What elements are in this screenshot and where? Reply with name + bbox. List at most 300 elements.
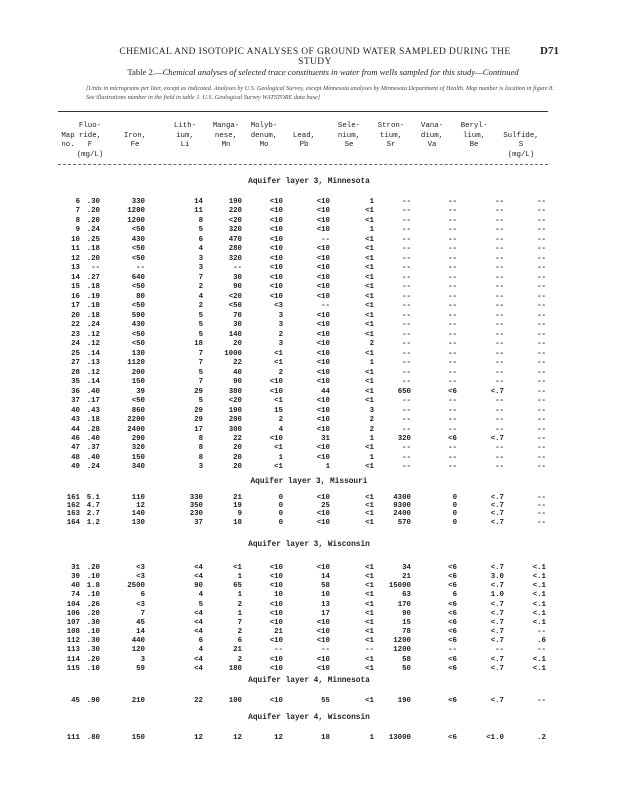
table-label: Table 2. xyxy=(127,67,155,77)
table-cell: <10 xyxy=(316,378,330,387)
table-cell: 70 xyxy=(233,311,242,320)
table-cell: .18 xyxy=(86,311,100,320)
table-cell: <4 xyxy=(194,664,203,673)
table-cell: <10 xyxy=(269,198,283,206)
table-cell: 90 xyxy=(233,378,242,387)
table-cell: 45 xyxy=(136,618,145,627)
table-cell: .37 xyxy=(86,444,100,453)
table-cell: 280 xyxy=(228,245,242,254)
table-cell: 330 xyxy=(131,198,145,206)
table-cell: -- xyxy=(537,311,546,320)
table-cell: <1 xyxy=(365,283,374,292)
table-cell: 320 xyxy=(131,444,145,453)
table-cell: -- xyxy=(448,226,457,235)
table-cell: 111 xyxy=(66,734,80,742)
table-cell: 107 xyxy=(66,618,80,627)
table-cell: <1 xyxy=(365,254,374,263)
table-cell: 14 xyxy=(71,273,80,282)
table-cell: 29 xyxy=(194,387,203,396)
table-cell: .80 xyxy=(86,734,100,742)
table-cell: 3 xyxy=(278,311,283,320)
table-cell: 15 xyxy=(71,283,80,292)
table-cell: -- xyxy=(495,646,504,655)
table-cell: -- xyxy=(537,321,546,330)
table-cell: <1 xyxy=(274,444,283,453)
table-cell: -- xyxy=(448,321,457,330)
table-cell: 0 xyxy=(278,510,283,519)
table-cell: 4.7 xyxy=(86,502,100,511)
table-cell: -- xyxy=(448,368,457,377)
table-cell: 20 xyxy=(233,340,242,349)
column-header xyxy=(329,122,369,160)
table-cell: 115 xyxy=(66,664,80,673)
table-cell: 650 xyxy=(397,387,411,396)
table-cell: 22 xyxy=(71,321,80,330)
table-cell: -- xyxy=(448,216,457,225)
column-header-line xyxy=(371,151,411,161)
table-cell: 2400 xyxy=(127,425,145,434)
table-cell: 20 xyxy=(233,444,242,453)
table-cell: <.7 xyxy=(490,494,504,502)
table-cell: 3.0 xyxy=(490,573,504,582)
table-cell: -- xyxy=(537,463,546,472)
table-cell: -- xyxy=(537,226,546,235)
table-cell: <6 xyxy=(448,637,457,646)
table-cell: 21 xyxy=(274,628,283,637)
table-cell: 5.1 xyxy=(86,494,100,502)
table-cell: -- xyxy=(495,330,504,339)
table-cell: 2 xyxy=(278,330,283,339)
table-cell: <.7 xyxy=(490,637,504,646)
table-cell: 860 xyxy=(131,406,145,415)
table-cell: 13 xyxy=(321,600,330,609)
table-cell: 7 xyxy=(140,609,145,618)
column-header-line: dium, xyxy=(420,131,444,140)
column-header xyxy=(115,122,155,160)
table-cell: 0 xyxy=(278,494,283,502)
table-cell: -- xyxy=(495,453,504,462)
table-cell: <1 xyxy=(365,518,374,527)
table-cell: 31 xyxy=(71,564,80,572)
table-cell: -- xyxy=(448,235,457,244)
table-cell: -- xyxy=(136,264,145,273)
table-cell: 59 xyxy=(136,664,145,673)
table-cell: <.1 xyxy=(532,591,546,600)
table-cell: -- xyxy=(448,378,457,387)
table-cell: 12 xyxy=(71,254,80,263)
table-cell: .12 xyxy=(86,330,100,339)
table-cell: 14 xyxy=(321,573,330,582)
table-cell: 0 xyxy=(452,510,457,519)
table-cell: 37 xyxy=(194,518,203,527)
table-cell: 2 xyxy=(237,600,242,609)
table-cell: .10 xyxy=(86,664,100,673)
table-cell: <10 xyxy=(269,655,283,664)
table-cell: 106 xyxy=(66,609,80,618)
table-cell: 340 xyxy=(131,463,145,472)
table-cell: 130 xyxy=(131,349,145,358)
section-heading: Aquifer layer 3, Minnesota xyxy=(248,178,370,186)
table-cell: 90 xyxy=(194,582,203,591)
table-cell: 50 xyxy=(402,664,411,673)
column-header-line xyxy=(206,151,246,161)
table-cell: <1 xyxy=(365,378,374,387)
table-cell: <10 xyxy=(316,359,330,368)
table-cell: <10 xyxy=(269,573,283,582)
table-cell: <20 xyxy=(228,216,242,225)
table-cell: 350 xyxy=(189,502,203,511)
table-cell: <10 xyxy=(269,273,283,282)
column-header-line: lium, xyxy=(462,131,486,140)
table-cell: -- xyxy=(402,463,411,472)
table-cell: 19 xyxy=(233,502,242,511)
table-cell: <10 xyxy=(269,564,283,572)
table-cell: 8 xyxy=(75,216,80,225)
table-cell: 3 xyxy=(369,406,374,415)
table-cell: <10 xyxy=(316,245,330,254)
table-cell: <20 xyxy=(228,397,242,406)
table-cell: -- xyxy=(402,368,411,377)
table-cell: 44 xyxy=(71,425,80,434)
table-cell: <1 xyxy=(365,216,374,225)
table-cell: 1 xyxy=(369,359,374,368)
table-cell: 58 xyxy=(321,582,330,591)
table-cell: 14 xyxy=(136,628,145,637)
table-cell: 4 xyxy=(198,245,203,254)
table-cell: 8 xyxy=(198,444,203,453)
table-cell: -- xyxy=(365,646,374,655)
table-cell: 2 xyxy=(237,655,242,664)
table-cell: -- xyxy=(537,518,546,527)
table-cell: 21 xyxy=(233,646,242,655)
table-cell: -- xyxy=(495,349,504,358)
column-header-line: nium, xyxy=(337,131,361,140)
table-cell: -- xyxy=(495,425,504,434)
table-cell: 3 xyxy=(140,655,145,664)
table-cell: 0 xyxy=(452,502,457,511)
table-cell: -- xyxy=(537,207,546,216)
table-cell: <10 xyxy=(316,444,330,453)
table-cell: -- xyxy=(537,646,546,655)
table-cell: -- xyxy=(402,349,411,358)
header-rule-top xyxy=(58,111,548,112)
table-cell: -- xyxy=(448,425,457,434)
table-cell: -- xyxy=(537,510,546,519)
table-cell: <3 xyxy=(136,564,145,572)
table-cell: 5 xyxy=(198,397,203,406)
table-cell: <6 xyxy=(448,628,457,637)
table-cell: .14 xyxy=(86,378,100,387)
table-cell: 5 xyxy=(198,321,203,330)
table-cell: <1 xyxy=(365,600,374,609)
table-cell: 3 xyxy=(198,463,203,472)
table-cell: <10 xyxy=(316,311,330,320)
table-cell: -- xyxy=(321,302,330,311)
table-cell: -- xyxy=(537,387,546,396)
table-cell: 10 xyxy=(321,591,330,600)
table-cell: <10 xyxy=(269,216,283,225)
table-cell: <6 xyxy=(448,618,457,627)
table-cell: <.1 xyxy=(532,573,546,582)
column-header-line: Fe xyxy=(130,141,140,149)
table-cell: 22 xyxy=(194,697,203,705)
table-cell: .26 xyxy=(86,600,100,609)
table-cell: -- xyxy=(448,245,457,254)
table-cell: <20 xyxy=(228,292,242,301)
table-cell: -- xyxy=(448,397,457,406)
table-cell: <10 xyxy=(269,637,283,646)
table-cell: <3 xyxy=(274,302,283,311)
table-cell: <.1 xyxy=(532,600,546,609)
table-cell: <1 xyxy=(365,637,374,646)
table-cell: <1 xyxy=(274,349,283,358)
table-cell: 0 xyxy=(278,502,283,511)
table-cell: .6 xyxy=(537,637,546,646)
table-cell: 10 xyxy=(274,591,283,600)
column-header-line xyxy=(329,151,369,161)
table-cell: <10 xyxy=(269,207,283,216)
table-cell: <10 xyxy=(316,416,330,425)
column-header-line xyxy=(166,151,204,161)
table-cell: .20 xyxy=(86,609,100,618)
table-cell: <50 xyxy=(131,397,145,406)
table-cell: 47 xyxy=(71,444,80,453)
table-cell: 40 xyxy=(233,368,242,377)
table-cell: <1 xyxy=(365,245,374,254)
table-cell: -- xyxy=(537,435,546,443)
table-cell: 90 xyxy=(233,283,242,292)
table-cell: -- xyxy=(495,254,504,263)
table-title-text: —Chemical analyses of selected trace constituents in water from wells sampled for this study—Continued xyxy=(154,67,519,77)
table-cell: 164 xyxy=(66,518,80,527)
column-header-line: Mo xyxy=(259,141,269,149)
table-cell: 140 xyxy=(131,510,145,519)
table-cell: <10 xyxy=(316,254,330,263)
table-cell: 1 xyxy=(237,573,242,582)
table-cell: <6 xyxy=(448,435,457,443)
table-cell: -- xyxy=(402,378,411,387)
column-header-line: Iron, xyxy=(123,131,147,140)
column-header-line xyxy=(285,122,323,132)
table-cell: 120 xyxy=(131,646,145,655)
table-cell: <.7 xyxy=(490,518,504,527)
column-header-line: Be xyxy=(469,141,479,149)
table-cell: -- xyxy=(537,216,546,225)
table-cell: 40 xyxy=(71,406,80,415)
table-cell: -- xyxy=(495,292,504,301)
table-cell: .90 xyxy=(86,697,100,705)
table-cell: 22 xyxy=(233,359,242,368)
table-cell: 45 xyxy=(71,697,80,705)
column-header-line: Vana- xyxy=(420,122,444,130)
table-cell: 55 xyxy=(321,697,330,705)
table-cell: -- xyxy=(448,463,457,472)
table-cell: <10 xyxy=(269,609,283,618)
table-cell: 30 xyxy=(233,321,242,330)
column-header-line: ride, xyxy=(78,131,102,140)
table-cell: -- xyxy=(448,416,457,425)
table-cell: 1200 xyxy=(127,207,145,216)
table-cell: 8 xyxy=(198,453,203,462)
table-cell: <10 xyxy=(316,340,330,349)
table-cell: -- xyxy=(91,264,100,273)
table-cell: <.7 xyxy=(490,618,504,627)
table-cell: 29 xyxy=(194,406,203,415)
table-cell: <1 xyxy=(365,697,374,705)
table-cell: -- xyxy=(537,425,546,434)
table-cell: 65 xyxy=(233,582,242,591)
table-cell: 23 xyxy=(71,330,80,339)
table-cell: <10 xyxy=(269,387,283,396)
column-header xyxy=(166,122,204,160)
table-cell: <1 xyxy=(274,397,283,406)
table-cell: <10 xyxy=(316,273,330,282)
table-cell: <10 xyxy=(316,628,330,637)
table-cell: 5 xyxy=(198,600,203,609)
table-cell: -- xyxy=(402,216,411,225)
table-cell: <10 xyxy=(316,425,330,434)
table-cell: <1 xyxy=(274,463,283,472)
table-cell: <.7 xyxy=(490,600,504,609)
table-cell: 15000 xyxy=(388,582,411,591)
table-cell: -- xyxy=(448,359,457,368)
column-header-line xyxy=(454,151,494,161)
table-cell: 190 xyxy=(228,406,242,415)
table-cell: -- xyxy=(233,264,242,273)
column-header-line xyxy=(242,151,286,161)
table-cell: <6 xyxy=(448,573,457,582)
table-cell: 3 xyxy=(198,264,203,273)
table-cell: -- xyxy=(402,359,411,368)
table-cell: <10 xyxy=(316,494,330,502)
table-cell: <.1 xyxy=(532,564,546,572)
table-cell: <10 xyxy=(316,510,330,519)
table-cell: 1000 xyxy=(224,349,242,358)
table-cell: 6 xyxy=(75,198,80,206)
table-cell: 18 xyxy=(233,518,242,527)
table-cell: -- xyxy=(495,444,504,453)
table-cell: <10 xyxy=(269,264,283,273)
table-cell: 9300 xyxy=(393,502,411,511)
table-cell: 7 xyxy=(75,207,80,216)
table-cell: <1 xyxy=(365,264,374,273)
table-cell: <1 xyxy=(365,573,374,582)
section-heading: Aquifer layer 3, Wisconsin xyxy=(248,541,370,549)
table-cell: <10 xyxy=(269,283,283,292)
table-cell: <1 xyxy=(365,311,374,320)
table-cell: <50 xyxy=(131,340,145,349)
table-cell: -- xyxy=(448,273,457,282)
table-cell: -- xyxy=(495,273,504,282)
table-cell: .14 xyxy=(86,349,100,358)
table-cell: <10 xyxy=(316,664,330,673)
table-cell: 40 xyxy=(71,582,80,591)
table-cell: 150 xyxy=(131,378,145,387)
table-cell: 17 xyxy=(71,302,80,311)
column-header xyxy=(285,122,323,160)
table-cell: -- xyxy=(537,198,546,206)
table-cell: <1 xyxy=(365,494,374,502)
table-cell: 320 xyxy=(228,254,242,263)
table-cell: 37 xyxy=(71,397,80,406)
table-cell: 1 xyxy=(237,609,242,618)
table-cell: 150 xyxy=(131,453,145,462)
table-cell: 300 xyxy=(228,425,242,434)
table-cell: -- xyxy=(495,283,504,292)
table-cell: -- xyxy=(537,302,546,311)
table-cell: 2 xyxy=(278,416,283,425)
page-number: D71 xyxy=(540,45,559,57)
table-cell: <10 xyxy=(269,582,283,591)
table-cell: -- xyxy=(448,292,457,301)
table-row xyxy=(0,665,618,675)
column-header-line xyxy=(115,151,155,161)
table-cell: -- xyxy=(402,321,411,330)
table-cell: <10 xyxy=(316,207,330,216)
table-cell: .18 xyxy=(86,302,100,311)
table-cell: <6 xyxy=(448,664,457,673)
table-cell: -- xyxy=(537,254,546,263)
table-cell: 78 xyxy=(402,628,411,637)
table-cell: 6 xyxy=(237,637,242,646)
column-header-line xyxy=(115,122,155,132)
table-cell: 29 xyxy=(194,416,203,425)
table-cell: 15 xyxy=(274,406,283,415)
table-cell: 1120 xyxy=(127,359,145,368)
table-cell: <1 xyxy=(274,359,283,368)
table-cell: -- xyxy=(448,453,457,462)
table-cell: <1 xyxy=(365,321,374,330)
table-cell: 5 xyxy=(198,368,203,377)
table-cell: 320 xyxy=(228,226,242,235)
table-cell: -- xyxy=(448,207,457,216)
table-cell: -- xyxy=(402,235,411,244)
table-cell: -- xyxy=(402,397,411,406)
table-cell: <10 xyxy=(316,292,330,301)
table-cell: 220 xyxy=(228,207,242,216)
table-cell: 0 xyxy=(452,518,457,527)
table-cell: -- xyxy=(537,444,546,453)
table-cell: <6 xyxy=(448,600,457,609)
table-cell: 100 xyxy=(228,697,242,705)
table-cell: 1 xyxy=(325,463,330,472)
table-cell: <3 xyxy=(136,600,145,609)
table-cell: 80 xyxy=(136,292,145,301)
table-cell: <1 xyxy=(365,655,374,664)
table-cell: <6 xyxy=(448,582,457,591)
table-cell: 21 xyxy=(402,573,411,582)
table-cell: <10 xyxy=(316,406,330,415)
table-cell: <1 xyxy=(365,463,374,472)
table-cell: .20 xyxy=(86,564,100,572)
table-cell: <10 xyxy=(316,368,330,377)
table-cell: 44 xyxy=(321,387,330,396)
table-cell: 7 xyxy=(198,378,203,387)
column-header-line: Stron- xyxy=(377,122,405,130)
table-cell: <1 xyxy=(365,510,374,519)
table-cell: 2400 xyxy=(393,510,411,519)
table-cell: <1 xyxy=(365,628,374,637)
table-cell: .12 xyxy=(86,340,100,349)
table-cell: 0 xyxy=(452,494,457,502)
table-cell: 3 xyxy=(278,321,283,330)
table-cell: 200 xyxy=(228,416,242,425)
table-cell: -- xyxy=(402,444,411,453)
table-cell: 43 xyxy=(71,416,80,425)
table-cell: 35 xyxy=(71,378,80,387)
table-cell: 21 xyxy=(233,494,242,502)
table-cell: 2200 xyxy=(127,416,145,425)
